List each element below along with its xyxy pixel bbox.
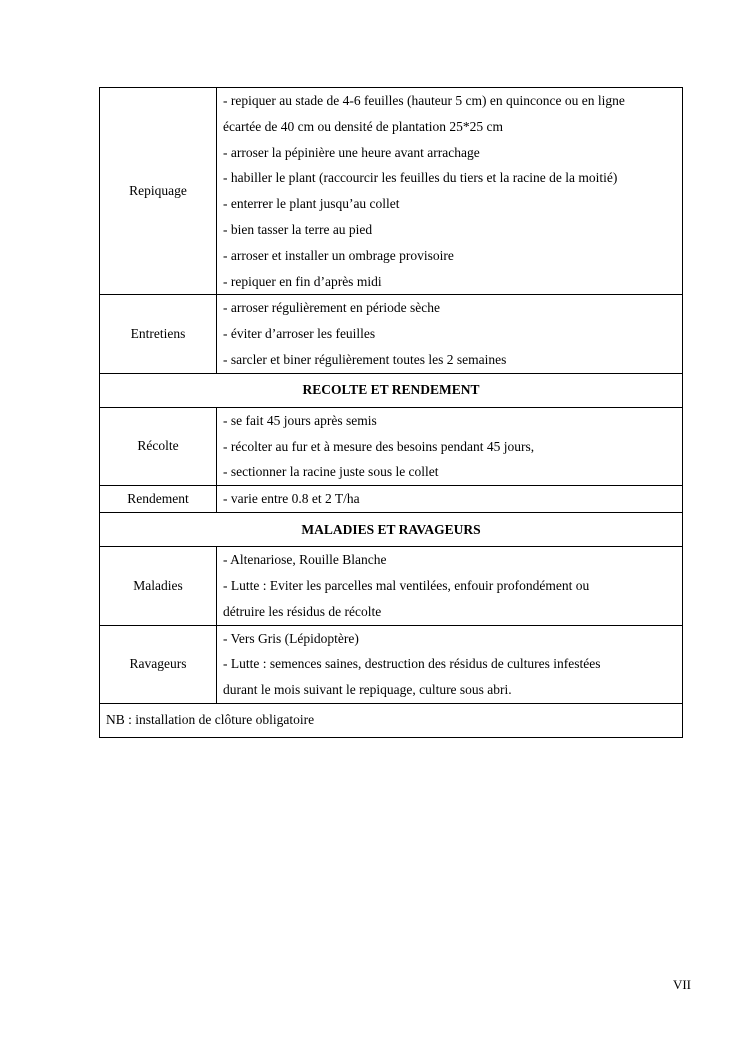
row-label: Récolte <box>100 407 217 485</box>
content-line: - arroser et installer un ombrage provisoire <box>223 247 454 263</box>
content-line: durant le mois suivant le repiquage, culture sous abri. <box>223 682 512 698</box>
content-line: - Lutte : Eviter les parcelles mal ventilées, enfouir profondément ou <box>223 577 590 593</box>
content-line: - sarcler et biner régulièrement toutes les 2 semaines <box>223 351 507 367</box>
table-row-entretiens <box>100 295 683 373</box>
row-content <box>217 486 683 513</box>
content-line: - enterrer le plant jusqu’au collet <box>223 196 400 212</box>
content-line: - Vers Gris (Lépidoptère) <box>223 630 359 646</box>
content-line: - arroser régulièrement en période sèche <box>223 300 441 316</box>
content-line: - arroser la pépinière une heure avant arrachage <box>223 144 480 160</box>
content-line: - éviter d’arroser les feuilles <box>223 326 376 342</box>
content-line: - se fait 45 jours après semis <box>223 412 377 428</box>
crop-guide-table <box>99 87 683 738</box>
row-content <box>217 407 683 485</box>
content-line: - Altenariose, Rouille Blanche <box>223 552 387 568</box>
content-line: - Lutte : semences saines, destruction des résidus de cultures infestées <box>223 656 601 672</box>
row-label: Repiquage <box>100 88 217 295</box>
section-heading: RECOLTE ET RENDEMENT <box>100 373 683 407</box>
row-label: Entretiens <box>100 295 217 373</box>
content-line: - habiller le plant (raccourcir les feuilles du tiers et la racine de la moitié) <box>223 170 618 186</box>
content-line: - repiquer en fin d’après midi <box>223 273 382 289</box>
row-content <box>217 88 683 295</box>
row-content <box>217 295 683 373</box>
section-row-maladies <box>100 513 683 547</box>
note-text: NB : installation de clôture obligatoire <box>100 703 683 737</box>
table-row-ravageurs <box>100 625 683 703</box>
section-row-recolte <box>100 373 683 407</box>
table-row-rendement <box>100 486 683 513</box>
content-line: détruire les résidus de récolte <box>223 603 382 619</box>
content-line: - bien tasser la terre au pied <box>223 221 373 237</box>
section-heading: MALADIES ET RAVAGEURS <box>100 513 683 547</box>
content-line: - repiquer au stade de 4-6 feuilles (hauteur 5 cm) en quinconce ou en ligne <box>223 93 625 108</box>
table-row-recolte <box>100 407 683 485</box>
content-line: - récolter au fur et à mesure des besoins pendant 45 jours, <box>223 438 535 454</box>
page-number: VII <box>672 977 691 992</box>
table-row-repiquage <box>100 88 683 295</box>
content-line: - varie entre 0.8 et 2 T/ha <box>223 491 360 507</box>
content-line: écartée de 40 cm ou densité de plantation 25*25 cm <box>223 118 504 134</box>
row-content <box>217 625 683 703</box>
row-label: Ravageurs <box>100 625 217 703</box>
row-content <box>217 547 683 625</box>
row-label: Maladies <box>100 547 217 625</box>
table-row-maladies <box>100 547 683 625</box>
content-line: - sectionner la racine juste sous le collet <box>223 464 439 480</box>
row-label: Rendement <box>100 486 217 513</box>
note-row <box>100 703 683 737</box>
